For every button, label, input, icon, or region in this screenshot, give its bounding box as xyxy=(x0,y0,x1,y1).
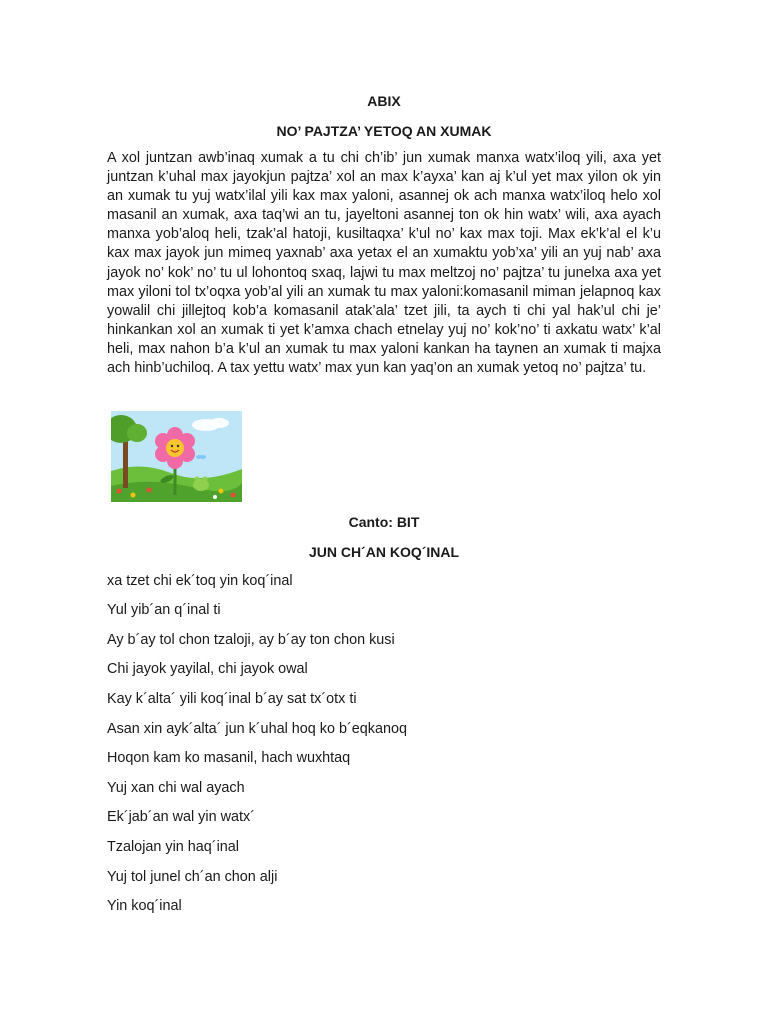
flower-meadow-illustration xyxy=(111,411,242,502)
song-line: Yuj xan chi wal ayach xyxy=(107,780,245,796)
song-line: Yul yib´an q´inal ti xyxy=(107,602,221,618)
song-line: Tzalojan yin haq´inal xyxy=(107,839,239,855)
cloud xyxy=(209,418,229,428)
canto-label: Canto: BIT xyxy=(348,514,420,530)
section-label: ABIX xyxy=(367,93,401,109)
story-paragraph: A xol juntzan awb’inaq xumak a tu chi ch’ib’ jun xumak manxa watx’iloq yili, axa yet juntzan k’uhal max jayokjun pajtza’ xol an max k’ayxa’ kan aj k’ul yet max yilon ok yin an xumak tu yuj watx’ilal yili kax max yaloni, asannej ok ach manxa watx’iloq helo xol masanil an xumak, axa taq’wi an tu, jayeltoni asannej ton ok hin watx’ wili, axa ayach manxa yob’aloq heli, tzak’al hatoji, kusiltaqxa’ k’ul no’ kax max toji. Max ek’k’al el k’u kax max jayok jun mimeq yaxnab’ axa yetax el an xumaktu yob’xa’ yili an yuj nab’ axa jayok no’ kok’ no’ tu ul lohontoq sxaq, lajwi tu max meltzoj no’ pajtza’ tu junelxa axa yet max yiloni tol tx’oqxa yob’al yili an xumak tu max yaloni:komasanil miman jelapnoq kax yowalil chi jillejtoq kob’a komasanil atak’ala’ tzet jili, ta aych ti chi yal hak’ul chi je’ hinkankan xol an xumak ti yet k’amxa chach etnelay yuj no’ kok’no’ ti axkatu watx’ k’al heli, max nahon b’a k’ul an xumak tu max yaloni kankan ha taynen an xumak ti majxa ach hinb’uchiloq. A tax yettu watx’ max yun kan yaq’on an xumak yetoq no’ pajtza’ tu. xyxy=(107,150,661,377)
frog-eye xyxy=(195,477,200,482)
song-line: Ek´jab´an wal yin watx´ xyxy=(107,809,255,825)
frog-eye xyxy=(203,477,208,482)
story-title: NO’ PAJTZA’ YETOQ AN XUMAK xyxy=(276,123,492,139)
butterfly xyxy=(196,455,206,459)
song-line: Hoqon kam ko masanil, hach wuxhtaq xyxy=(107,750,351,766)
flower-face xyxy=(166,439,184,457)
song-line: Asan xin ayk´alta´ jun k´uhal hoq ko b´eqkanoq xyxy=(107,721,407,737)
song-line: Kay k´alta´ yili koq´inal b´ay sat tx´otx ti xyxy=(107,691,357,707)
song-line: Yuj tol junel ch´an chon alji xyxy=(107,869,278,885)
song-line: Ay b´ay tol chon tzaloji, ay b´ay ton chon kusi xyxy=(107,632,395,648)
song-title: JUN CH´AN KOQ´INAL xyxy=(308,544,460,560)
song-line: Chi jayok yayilal, chi jayok owal xyxy=(107,661,308,677)
song-line: xa tzet chi ek´toq yin koq´inal xyxy=(107,573,293,589)
flower-eye xyxy=(177,445,179,447)
flower-eye xyxy=(171,445,173,447)
song-line: Yin koq´inal xyxy=(107,898,182,914)
tree-leaves xyxy=(127,424,147,442)
